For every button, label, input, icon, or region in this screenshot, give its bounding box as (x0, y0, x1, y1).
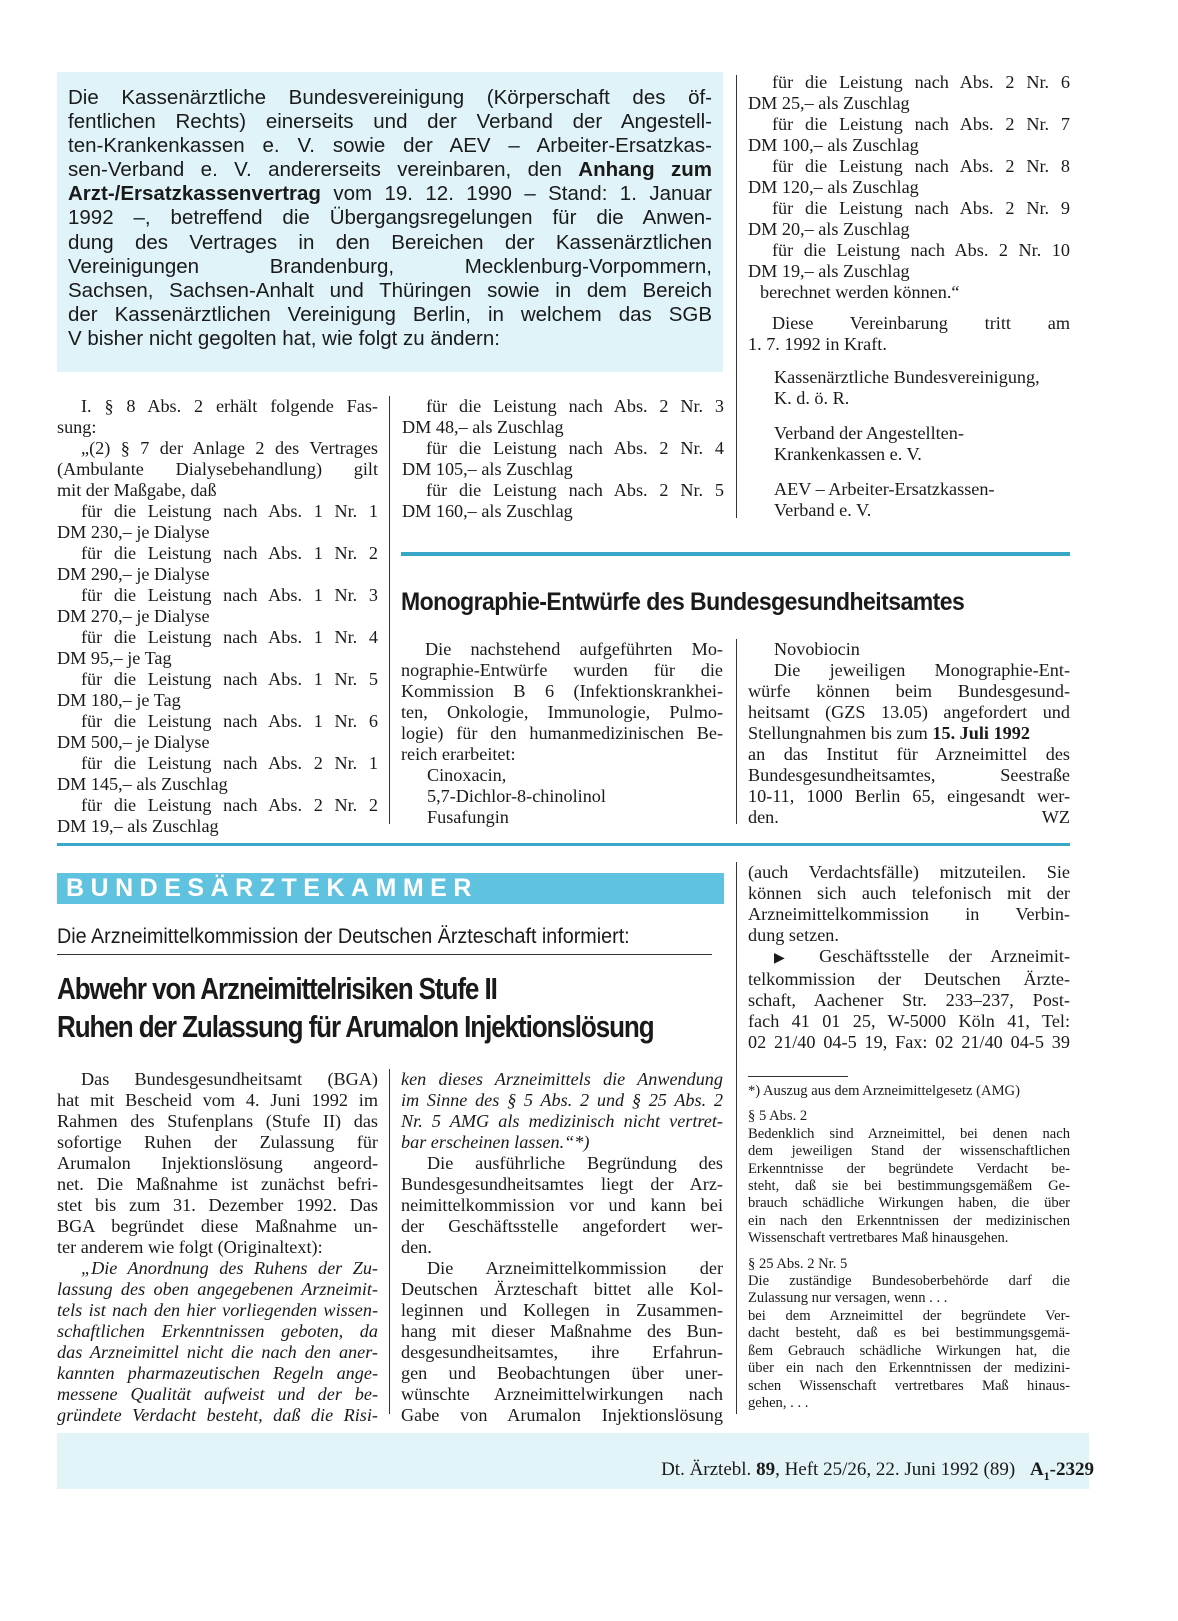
text-line: dung setzen. (748, 925, 839, 945)
intro-line: sen-Verband e. V. andererseits vereinbaren, den Anhang zum (68, 158, 713, 182)
text-line: 10-11, 1000 Berlin 65, eingesandt wer- (748, 786, 1070, 806)
footnote-line: ßem Gebrauch schädliche Wirkungen hat, die (748, 1342, 1070, 1359)
substance-item: Fusafungin (427, 807, 509, 827)
text-line: gen und Beobachtungen über uner- (401, 1363, 723, 1383)
text-line: Die Arzneimittelkommission der (427, 1258, 723, 1278)
amount-line: DM 230,– je Dialyse (57, 522, 210, 542)
quote (401, 1069, 723, 1153)
deadline: 15. Juli 1992 (932, 723, 1030, 743)
amount-line: DM 20,– als Zuschlag (748, 219, 910, 239)
service-line: für die Leistung nach Abs. 1 Nr. 5 (81, 669, 378, 689)
service-list (402, 396, 724, 522)
footer-citation (661, 1459, 1094, 1487)
journal-volume: 89 (756, 1459, 776, 1480)
column-divider (389, 396, 390, 824)
intro-bold-vertrag: Arzt-/Ersatzkassenvertrag (68, 182, 321, 206)
baek-col3 (748, 862, 1070, 1053)
footnote-line: dem jeweiligen Stand der wissenschaftlichen (748, 1143, 1070, 1160)
text-line: (Ambulante Dialysebehandlung) gilt (57, 459, 378, 479)
amount-line: DM 25,– als Zuschlag (748, 93, 910, 113)
service-line: für die Leistung nach Abs. 2 Nr. 1 (81, 753, 378, 773)
quote-line: bar erscheinen lassen.“*) (401, 1132, 590, 1152)
amount-line: DM 145,– als Zuschlag (57, 774, 228, 794)
text-line: Stellungnahmen bis zum 15. Juli 1992 (748, 723, 1030, 743)
signatory-line: Verband e. V. (774, 500, 872, 520)
text-line: Bundesgesundheitsamtes liegt der Arz- (401, 1174, 723, 1194)
text-line: berechnet werden können.“ (760, 282, 960, 302)
quote-line: ken dieses Arzneimittels die Anwendung (401, 1069, 723, 1089)
service-line: für die Leistung nach Abs. 2 Nr. 5 (426, 480, 724, 500)
signatory-line: K. d. ö. R. (774, 388, 850, 408)
signatory-line: Krankenkassen e. V. (774, 444, 922, 464)
text-line: den. WZ (748, 807, 1070, 827)
text-line: wünschte Arzneimittelwirkungen nach (401, 1384, 723, 1404)
section-rule (401, 552, 1070, 556)
quote-line: gründete Verdacht besteht, daß die Risi- (57, 1405, 378, 1425)
baek-col1 (57, 1069, 378, 1426)
intro-line: Die Kassenärztliche Bundesvereinigung (Körperschaft des öf- (68, 86, 712, 109)
column-divider (389, 1069, 390, 1414)
column-divider (736, 75, 737, 518)
text-line: net. Die Maßnahme ist zunächst befri- (57, 1174, 378, 1194)
substance-item: Novobiocin (774, 639, 860, 659)
amount-line: DM 105,– als Zuschlag (402, 459, 573, 479)
text-line: ten, Onkologie, Immunologie, Pulmo- (401, 702, 723, 722)
service-line: für die Leistung nach Abs. 1 Nr. 3 (81, 585, 378, 605)
text-line: I. § 8 Abs. 2 erhält folgende Fas- (81, 396, 378, 416)
text-line: telkommission der Deutschen Ärzte- (748, 969, 1070, 989)
text-line: ▶ Geschäftsstelle der Arzneimit- (774, 946, 1070, 966)
page-number: $A_1-2329$ (1029, 1459, 1094, 1483)
text-line: Rahmen des Stufenplans (Stufe II) das (57, 1111, 378, 1131)
intro-line: der Kassenärztlichen Vereinigung Berlin, in welchem das SGB (68, 302, 712, 326)
signatory-line: Kassenärztliche Bundesvereinigung, (774, 367, 1040, 387)
text-line: sung: (57, 417, 97, 437)
substance-item: 5,7-Dichlor-8-chinolinol (427, 786, 606, 806)
footnote-line: Zulassung nur versagen, wenn . . . (748, 1290, 948, 1307)
amount-line: DM 48,– als Zuschlag (402, 417, 564, 437)
amount-line: DM 160,– als Zuschlag (402, 501, 573, 521)
amount-line: DM 500,– je Dialyse (57, 732, 210, 752)
text-line: leginnen und Kollegen in Zusammen- (401, 1300, 723, 1320)
text-line: Arzneimittelkommission in Verbin- (748, 904, 1070, 924)
text-line: desgesundheitsamtes, ihre Erfahrun- (401, 1342, 723, 1362)
text-line: würfe können beim Bundesgesund- (748, 681, 1070, 701)
service-line: für die Leistung nach Abs. 1 Nr. 2 (81, 543, 378, 563)
text-line: schaft, Aachener Str. 233–237, Post- (748, 990, 1070, 1010)
baek-col2 (401, 1069, 723, 1426)
quote-line: im Sinne des § 5 Abs. 2 und § 25 Abs. 2 (401, 1090, 723, 1110)
text-line: nographie-Entwürfe wurden für die (401, 660, 723, 680)
signatory (748, 423, 1070, 465)
text-line: der Geschäftsstelle angefordert wer- (401, 1216, 723, 1236)
text-line: mit der Maßgabe, daß (57, 480, 217, 500)
monographie-headline: Monographie-Entwürfe des Bundesgesundheitsamtes (401, 588, 965, 616)
agreement-col2 (402, 396, 724, 522)
text-line: Bundesgesundheitsamtes, Seestraße (748, 765, 1070, 785)
quote-line: tels ist nach den hier vorliegenden wissen- (57, 1300, 378, 1320)
amount-line: DM 19,– als Zuschlag (57, 816, 219, 836)
author-initials: WZ (1041, 807, 1070, 827)
footnote-line: gehen, . . . (748, 1394, 809, 1411)
text-line: stet bis zum 31. Dezember 1992. Das (57, 1195, 378, 1215)
text-line: ter anderem wie folgt (Originaltext): (57, 1237, 323, 1257)
baek-banner (57, 873, 724, 904)
text-line: Deutschen Ärzteschaft bittet alle Kol- (401, 1279, 723, 1299)
footnote-rule (748, 1076, 848, 1077)
service-line: für die Leistung nach Abs. 2 Nr. 3 (426, 396, 724, 416)
text-line: 1. 7. 1992 in Kraft. (748, 334, 887, 354)
signatory (748, 367, 1070, 409)
quote-line: kannten pharmazeutischen Regeln ange- (57, 1363, 378, 1383)
footnote-line: dacht besteht, daß es bei bestimmungsgemä- (748, 1325, 1070, 1342)
baek-banner-text: BUNDESÄRZTEKAMMER (66, 874, 478, 902)
triangle-right-icon: ▶ (774, 950, 800, 966)
intro-line: dung des Vertrages in den Bereichen der Kassenärztlichen (68, 230, 712, 254)
text-line: können sich auch telefonisch mit der (748, 883, 1070, 903)
quote-line: messene Qualität aufweist und der be- (57, 1384, 378, 1404)
kicker-rule (57, 954, 712, 955)
quote-line: schaftlichen Erkenntnissen geboten, da (57, 1321, 378, 1341)
footnote-line: steht, daß sie bei bestimmungsgemäßem Ge- (748, 1178, 1070, 1195)
text-line: Die nachstehend aufgeführten Mo- (425, 639, 723, 659)
intro-line: Sachsen, Sachsen-Anhalt und Thüringen sowie in dem Bereich (68, 278, 712, 302)
headline-line: Ruhen der Zulassung für Arumalon Injektionslösung (57, 1009, 654, 1044)
footnote-heading: § 5 Abs. 2 (748, 1108, 808, 1125)
intro-text (68, 86, 712, 351)
section-rule (57, 843, 1070, 846)
service-line: für die Leistung nach Abs. 2 Nr. 9 (772, 198, 1070, 218)
amount-line: DM 290,– je Dialyse (57, 564, 210, 584)
service-line: für die Leistung nach Abs. 2 Nr. 8 (772, 156, 1070, 176)
text-line: sofortige Ruhen der Zulassung für (57, 1132, 378, 1152)
service-line: für die Leistung nach Abs. 2 Nr. 10 (772, 240, 1070, 260)
text-line: fach 41 01 25, W-5000 Köln 41, Tel: (748, 1011, 1070, 1031)
footnote-line: Bedenklich sind Arzneimittel, bei denen nach (748, 1125, 1070, 1142)
monographie-col-left (401, 639, 723, 828)
agreement-col3 (748, 72, 1070, 521)
text-line: Die ausführliche Begründung des (427, 1153, 723, 1173)
amount-line: DM 180,– je Tag (57, 690, 181, 710)
amount-line: DM 120,– als Zuschlag (748, 177, 919, 197)
footnote-line: bei dem Arzneimittel der begründete Ver- (748, 1307, 1070, 1324)
quote (57, 1258, 378, 1426)
text-line: Gabe von Arumalon Injektionslösung (401, 1405, 723, 1425)
monographie-col-right (748, 639, 1070, 828)
footnote-title: *) Auszug aus dem Arzneimittelgesetz (AMG) (748, 1083, 1020, 1099)
baek-headline (57, 970, 654, 1046)
service-list (57, 501, 378, 837)
agreement-col1 (57, 396, 378, 837)
signatory-line: AEV – Arbeiter-Ersatzkassen- (774, 479, 995, 499)
signatory-line: Verband der Angestellten- (774, 423, 964, 443)
text-line: Die jeweiligen Monographie-Ent- (774, 660, 1070, 680)
intro-line: Arzt-/Ersatzkassenvertrag vom 19. 12. 1990 – Stand: 1. Januar (68, 182, 712, 206)
text-line: (auch Verdachtsfälle) mitzuteilen. Sie (748, 862, 1070, 882)
amount-line: DM 95,– je Tag (57, 648, 172, 668)
intro-line: Vereinigungen Brandenburg, Mecklenburg-Vorpommern, (68, 254, 712, 278)
headline-line: Abwehr von Arzneimittelrisiken Stufe II (57, 971, 497, 1006)
text-line: den. (401, 1237, 432, 1257)
intro-line: ten-Krankenkassen e. V. sowie der AEV – Arbeiter-Ersatzkas- (68, 134, 712, 158)
service-line: für die Leistung nach Abs. 2 Nr. 4 (426, 438, 724, 458)
amount-line: DM 270,– je Dialyse (57, 606, 210, 626)
intro-line: 1992 –, betreffend die Übergangsregelungen für die Anwen- (68, 206, 712, 230)
text-line: heitsamt (GZS 13.05) angefordert und (748, 702, 1070, 722)
intro-line: fentlichen Rechts) einerseits und der Verband der Angestell- (68, 110, 712, 134)
footnote (748, 1083, 1070, 1412)
quote-line: Nr. 5 AMG als medizinisch nicht vertret- (401, 1111, 723, 1131)
substance-item: Cinoxacin, (427, 765, 507, 785)
text-line: hat mit Bescheid vom 4. Juni 1992 im (57, 1090, 378, 1110)
journal-name: Dt. Ärztebl. (661, 1459, 752, 1480)
service-line: für die Leistung nach Abs. 2 Nr. 2 (81, 795, 378, 815)
text-line: hang mit dieser Maßnahme des Bun- (401, 1321, 723, 1341)
service-list (748, 72, 1070, 282)
text-line: Arumalon Injektionslösung angeord- (57, 1153, 378, 1173)
footnote-line: Erkenntnisse der begründete Verdacht be- (748, 1160, 1070, 1177)
footnote-line: Die zuständige Bundesoberbehörde darf die (748, 1273, 1070, 1290)
service-line: für die Leistung nach Abs. 1 Nr. 1 (81, 501, 378, 521)
intro-bold-anhang: Anhang zum (578, 158, 713, 182)
footnote-line: Wissenschaft vertretbares Maß hinausgehen. (748, 1230, 1009, 1247)
text-line: Kommission B 6 (Infektionskrankhei- (401, 681, 723, 701)
amount-line: DM 19,– als Zuschlag (748, 261, 910, 281)
quote-line: „Die Anordnung des Ruhens der Zu- (81, 1258, 378, 1278)
column-divider (736, 639, 737, 824)
quote-line: lassung des oben angegebenen Arzneimit- (57, 1279, 378, 1299)
footnote-line: ein nach den Erkenntnissen der medizinischen (748, 1212, 1070, 1229)
footnote-heading: § 25 Abs. 2 Nr. 5 (748, 1255, 848, 1272)
footnote-line: brauch schädliche Wirkungen haben, die über (748, 1195, 1070, 1212)
issue-info: , Heft 25/26, 22. Juni 1992 (89) (775, 1459, 1016, 1480)
intro-line: V bisher nicht gegolten hat, wie folgt zu ändern: (68, 326, 500, 350)
service-line: für die Leistung nach Abs. 1 Nr. 4 (81, 627, 378, 647)
footnote-line: schen Wissenschaft vertretbares Maß hinaus- (748, 1377, 1070, 1394)
text-line: BGA begründet diese Maßnahme un- (57, 1216, 378, 1236)
text-line: logie) für den humanmedizinischen Be- (401, 723, 723, 743)
amount-line: DM 100,– als Zuschlag (748, 135, 919, 155)
text-line: neimittelkommission vor und kann bei (401, 1195, 723, 1215)
text-line: an das Institut für Arzneimittel des (748, 744, 1070, 764)
signatory (748, 479, 1070, 521)
column-divider (736, 862, 737, 1414)
footnote-line: über ein nach den Erkenntnissen der medizini- (748, 1360, 1070, 1377)
text-line: „(2) § 7 der Anlage 2 des Vertrages (81, 438, 378, 458)
service-line: für die Leistung nach Abs. 1 Nr. 6 (81, 711, 378, 731)
text-line: Das Bundesgesundheitsamt (BGA) (81, 1069, 378, 1089)
service-line: für die Leistung nach Abs. 2 Nr. 6 (772, 72, 1070, 92)
text-line: reich erarbeitet: (401, 744, 516, 764)
baek-kicker: Die Arzneimittelkommission der Deutschen Ärzteschaft informiert: (57, 925, 630, 948)
text-line: Diese Vereinbarung tritt am (772, 313, 1070, 333)
quote-line: das Arzneimittel nicht die nach den aner- (57, 1342, 378, 1362)
text-line: 02 21/40 04-5 19, Fax: 02 21/40 04-5 39 (748, 1032, 1070, 1052)
service-line: für die Leistung nach Abs. 2 Nr. 7 (772, 114, 1070, 134)
